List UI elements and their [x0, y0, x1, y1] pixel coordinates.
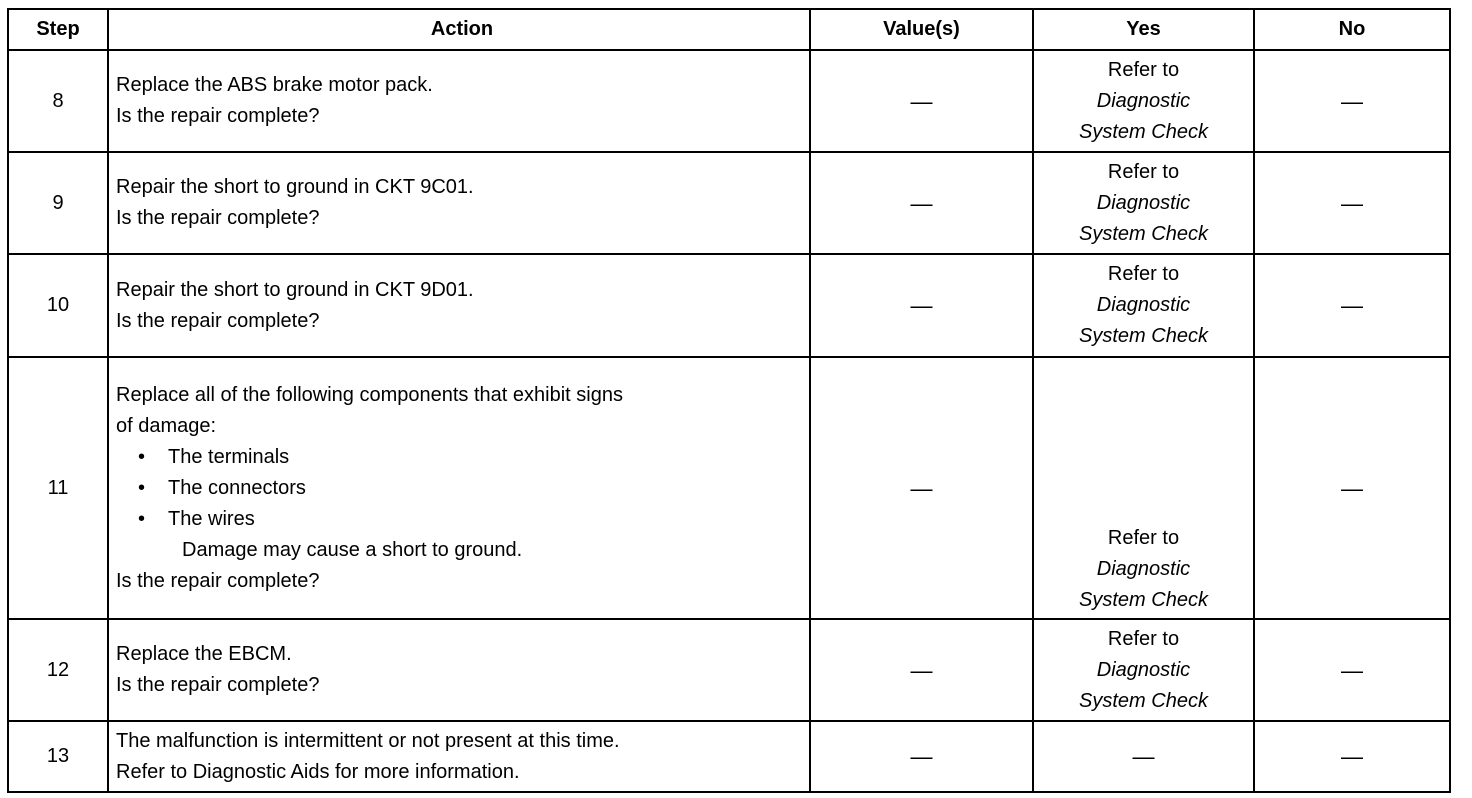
- no-cell: —: [1254, 152, 1450, 254]
- table-row: [8, 619, 1450, 721]
- bullet-text: The terminals: [168, 445, 290, 468]
- header-action: Action: [108, 9, 810, 50]
- yes-refer-to: Refer to: [1107, 527, 1180, 549]
- action-question: Is the repair complete?: [116, 207, 320, 229]
- action-text: Repair the short to ground in CKT 9D01.: [116, 278, 474, 301]
- step-number: 8: [8, 50, 108, 152]
- yes-system-check: System Check: [1079, 120, 1208, 143]
- step-number: 10: [8, 254, 108, 357]
- action-text: Repair the short to ground in CKT 9C01.: [116, 176, 474, 198]
- step-number: 12: [8, 619, 108, 721]
- action-question: Is the repair complete?: [116, 105, 320, 127]
- table-row: [8, 152, 1450, 254]
- yes-cell: [1033, 254, 1254, 357]
- yes-diagnostic: Diagnostic: [1096, 658, 1191, 681]
- yes-diagnostic: Diagnostic: [1096, 89, 1191, 112]
- bullet-text: The wires: [168, 507, 255, 530]
- table-row: [8, 357, 1450, 619]
- table-row: [8, 50, 1450, 152]
- no-cell: —: [1254, 254, 1450, 357]
- yes-system-check: System Check: [1079, 689, 1208, 712]
- bullet-icon: •: [138, 445, 146, 468]
- no-cell: —: [1254, 50, 1450, 152]
- bullet-item: [116, 473, 805, 504]
- no-cell: —: [1254, 619, 1450, 721]
- value-cell: —: [810, 152, 1033, 254]
- yes-system-check: System Check: [1079, 589, 1208, 611]
- table-row: [8, 721, 1450, 792]
- table-row: [8, 254, 1450, 357]
- value-cell: —: [810, 357, 1033, 619]
- action-cell: [108, 619, 810, 721]
- header-no: No: [1254, 9, 1450, 50]
- action-cell: [108, 254, 810, 357]
- yes-system-check: System Check: [1079, 325, 1208, 347]
- header-step: Step: [8, 9, 108, 50]
- no-cell: —: [1254, 721, 1450, 792]
- action-intro-cont: of damage:: [116, 414, 217, 437]
- yes-system-check: System Check: [1079, 222, 1208, 245]
- header-yes: Yes: [1033, 9, 1254, 50]
- action-cell: [108, 50, 810, 152]
- yes-refer-to: Refer to: [1107, 160, 1180, 183]
- yes-cell: [1033, 50, 1254, 152]
- yes-refer-to: Refer to: [1107, 627, 1180, 650]
- yes-diagnostic: Diagnostic: [1096, 191, 1191, 214]
- bullet-icon: •: [138, 476, 146, 499]
- bullet-item: [116, 504, 805, 535]
- action-note: Damage may cause a short to ground.: [182, 538, 523, 561]
- action-intro: Replace all of the following components that exhibit signs: [116, 383, 623, 406]
- action-question: Is the repair complete?: [116, 674, 320, 696]
- action-text: The malfunction is intermittent or not present at this time.: [116, 729, 620, 752]
- value-cell: —: [810, 254, 1033, 357]
- yes-refer-to: Refer to: [1107, 263, 1180, 285]
- bullet-item: [116, 442, 805, 473]
- action-cell: [108, 357, 810, 619]
- yes-cell: [1033, 619, 1254, 721]
- action-question: Is the repair complete?: [116, 309, 320, 332]
- yes-refer-to: Refer to: [1107, 58, 1180, 81]
- value-cell: —: [810, 619, 1033, 721]
- bullet-icon: •: [138, 507, 146, 530]
- header-values: Value(s): [810, 9, 1033, 50]
- yes-diagnostic: Diagnostic: [1096, 558, 1191, 580]
- value-cell: —: [810, 721, 1033, 792]
- action-text: Replace the ABS brake motor pack.: [116, 74, 433, 96]
- action-text: Refer to Diagnostic Aids for more information.: [116, 760, 520, 783]
- action-cell: [108, 721, 810, 792]
- no-cell: —: [1254, 357, 1450, 619]
- action-text: Replace the EBCM.: [116, 643, 292, 665]
- yes-diagnostic: Diagnostic: [1096, 294, 1191, 316]
- action-cell: [108, 152, 810, 254]
- diagnostic-table: [7, 8, 1451, 793]
- step-number: 9: [8, 152, 108, 254]
- action-question: Is the repair complete?: [116, 569, 320, 592]
- step-number: 11: [8, 357, 108, 619]
- step-number: 13: [8, 721, 108, 792]
- yes-cell: —: [1033, 721, 1254, 792]
- yes-cell: [1033, 152, 1254, 254]
- value-cell: —: [810, 50, 1033, 152]
- bullet-text: The connectors: [168, 476, 306, 499]
- yes-cell: [1033, 357, 1254, 619]
- header-row: [8, 9, 1450, 50]
